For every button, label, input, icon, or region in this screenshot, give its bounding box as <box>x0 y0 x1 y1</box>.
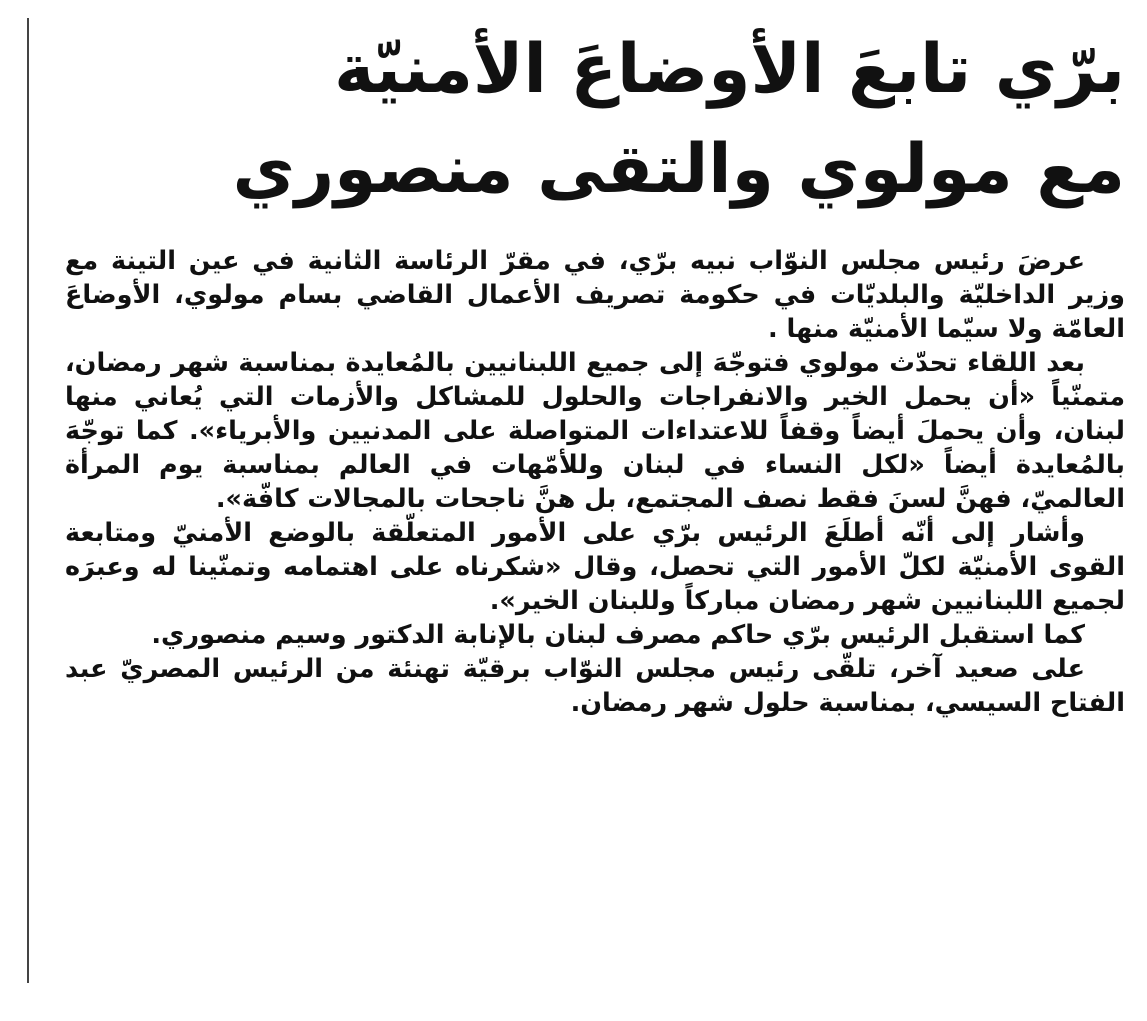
headline-line-2: مع مولوي والتقى منصوري <box>232 130 1125 209</box>
paragraph-1: عرضَ رئيس مجلس النوّاب نبيه برّي، في مقرّ الرئاسة الثانية في عين التينة مع وزير الداخليّة والبلديّات في حكومة تصريف الأعمال القاضي بسام مولوي، الأوضاعَ العامّة ولا سيّما الأمنيّة منها . <box>65 246 1125 344</box>
headline <box>65 20 1125 220</box>
paragraph-4: كما استقبل الرئيس برّي حاكم مصرف لبنان بالإنابة الدكتور وسيم منصوري. <box>151 620 1085 650</box>
paragraph-3: وأشار إلى أنّه أطلَعَ الرئيس برّي على الأمور المتعلّقة بالوضع الأمنيّ ومتابعة القوى الأمنيّة لكلّ الأمور التي تحصل، وقال «شكرناه على اهتمامه وتمنّينا له وعبرَه لجميع اللبنانيين شهر رمضان مباركاً وللبنان الخير». <box>65 518 1125 616</box>
column-divider <box>27 18 29 983</box>
paragraph-2: بعد اللقاء تحدّث مولوي فتوجّهَ إلى جميع اللبنانيين بالمُعايدة بمناسبة شهر رمضان، متمنّياً «أن يحمل الخير والانفراجات والحلول للمشاكل والأزمات التي يُعاني منها لبنان، وأن يحملَ أيضاً وقفاً للاعتداءات المتواصلة على المدنيين والأبرياء». كما توجّهَ بالمُعايدة أيضاً «لكل النساء في لبنان وللأمّهات في العالم بمناسبة يوم المرأة العالميّ، فهنَّ لسنَ فقط نصف المجتمع، بل هنَّ ناجحات بالمجالات كافّة». <box>65 348 1125 514</box>
headline-line-1: برّي تابعَ الأوضاعَ الأمنيّة <box>334 30 1125 109</box>
article-body <box>65 244 1125 720</box>
paragraph-5: على صعيد آخر، تلقّى رئيس مجلس النوّاب برقيّة تهنئة من الرئيس المصريّ عبد الفتاح السيسي، بمناسبة حلول شهر رمضان. <box>65 654 1125 718</box>
article <box>65 20 1125 720</box>
